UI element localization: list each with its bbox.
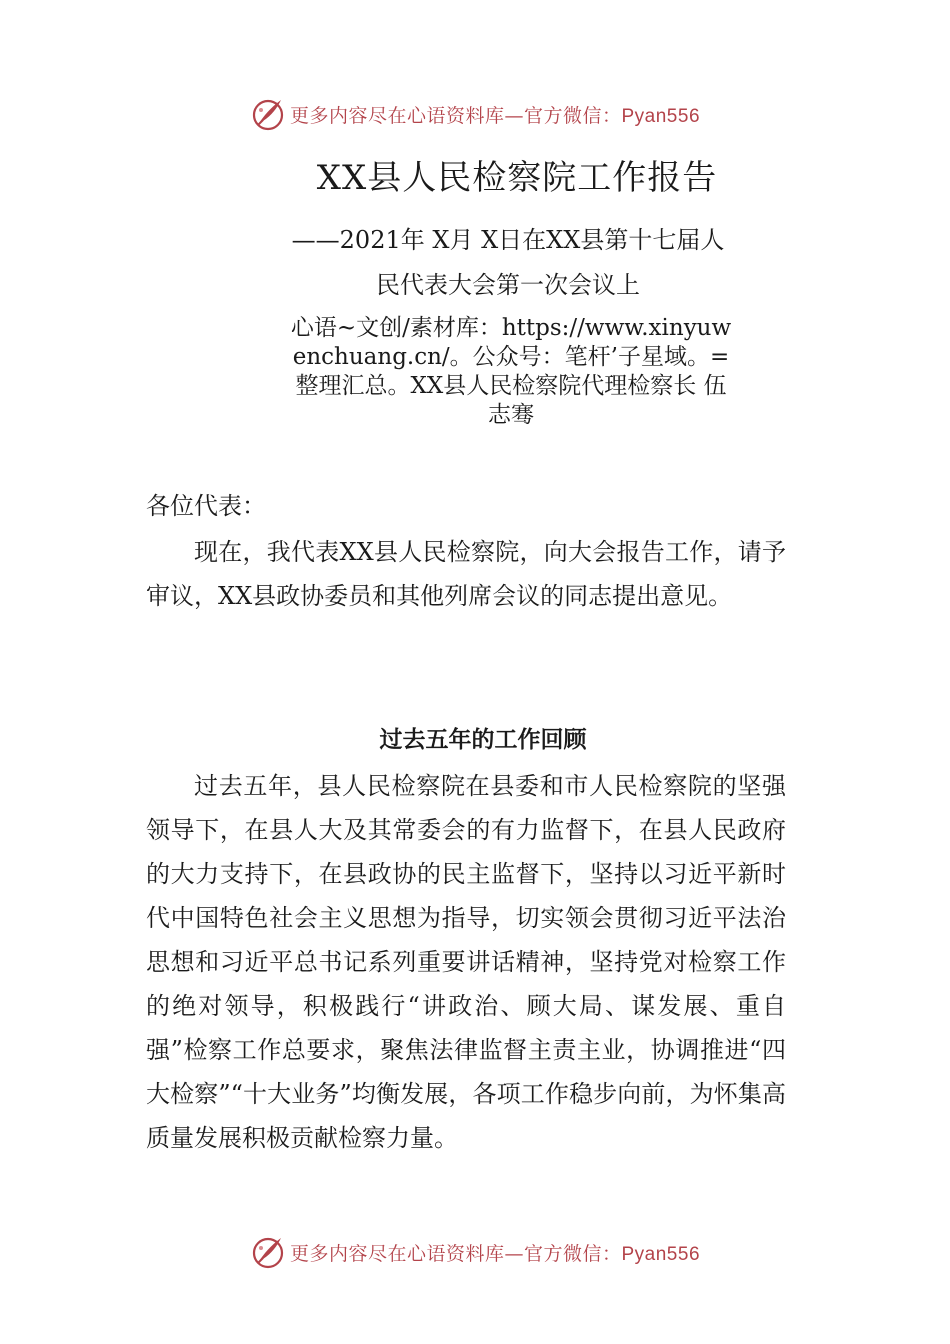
watermark-text: 更多内容尽在心语资料库—官方微信：Pyan556 xyxy=(289,104,701,127)
quill-logo-icon xyxy=(250,96,286,132)
watermark-banner-top xyxy=(0,94,950,134)
watermark-banner-bottom xyxy=(0,1232,950,1272)
document-title: XX县人民检察院工作报告 xyxy=(316,158,718,198)
subtitle-line-2: 民代表大会第一次会议上 xyxy=(376,271,640,299)
subtitle-line-1: ——2021年 X月 X日在XX县第十七届人 xyxy=(291,226,725,254)
wechat-id: Pyan556 xyxy=(621,105,701,127)
wechat-id: Pyan556 xyxy=(621,1243,701,1265)
quill-logo-icon xyxy=(250,1234,286,1270)
section-heading: 过去五年的工作回顾 xyxy=(379,727,587,753)
review-paragraph: 过去五年，县人民检察院在县委和市人民检察院的坚强领导下，在县人大及其常委会的有力监督下，在县人民政府的大力支持下，在县政协的民主监督下，坚持以习近平新时代中国特色社会主义思想为指导，切实领会贯彻习近平法治思想和习近平总书记系列重要讲话精神，坚持党对检察工作的绝对领导，积极践行“讲政治、顾大局、谋发展、重自强”检察工作总要求，聚焦法律监督主责主业，协调推进“四大检察”“十大业务”均衡发展，各项工作稳步向前，为怀集高质量发展积极贡献检察力量。 xyxy=(146,772,786,1152)
greeting: 各位代表： xyxy=(146,492,266,520)
source-note: 心语~文创/素材库：https://www.xinyuwenchuang.cn/。公众号：笔杆’子星域。=整理汇总。XX县人民检察院代理检察长 伍志骞 xyxy=(290,315,732,428)
intro-paragraph: 现在，我代表XX县人民检察院，向大会报告工作，请予审议，XX县政协委员和其他列席会议的同志提出意见。 xyxy=(146,538,786,610)
watermark-text: 更多内容尽在心语资料库—官方微信：Pyan556 xyxy=(289,1242,701,1265)
